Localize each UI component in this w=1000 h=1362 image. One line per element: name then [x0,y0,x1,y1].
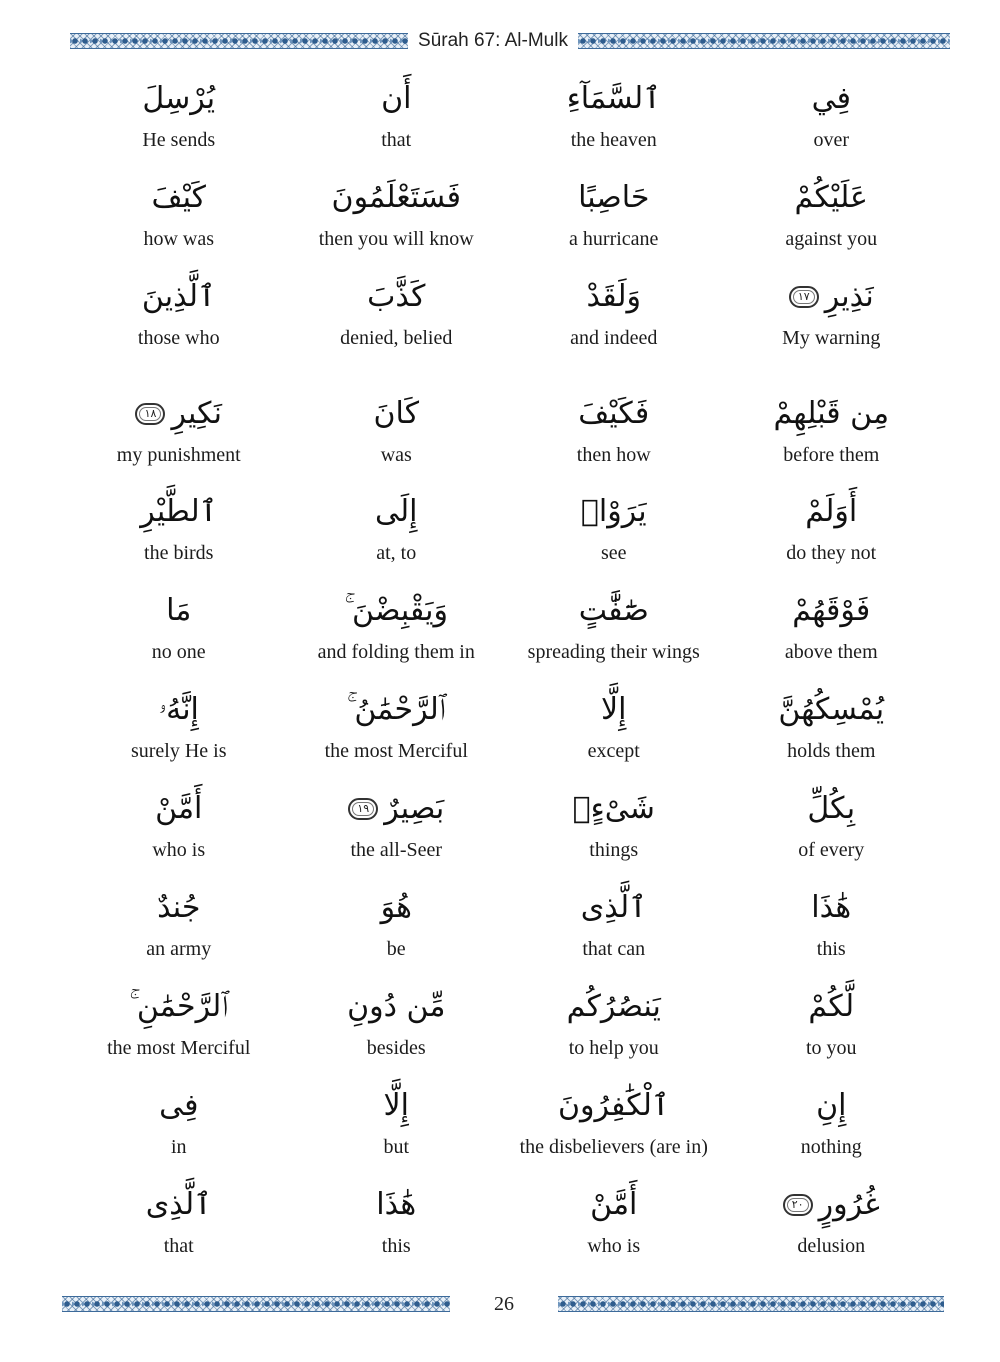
word-cell [723,171,941,270]
arabic-word [345,584,448,638]
verse-number: ٢٠ [791,1198,804,1211]
arabic-text: فَوْقَهُمْ [792,593,871,628]
arabic-word [376,1178,416,1232]
ornamental-border-left [70,33,408,49]
english-translation: do they not [786,542,877,564]
english-translation: this [816,938,846,960]
arabic-text: ٱلَّذِينَ [141,279,216,314]
arabic-word [816,1079,846,1133]
english-translation: my punishment [116,444,241,466]
word-cell [288,171,506,270]
english-translation: at, to [376,542,417,564]
english-translation: of every [798,839,865,861]
arabic-word [805,485,857,539]
arabic-text: ٱلسَّمَآءِ [566,81,661,116]
arabic-text: كَذَّبَ [367,279,426,314]
arabic-text: هَٰذَا [376,1187,417,1222]
arabic-text: فِى [159,1088,199,1123]
word-cell [723,782,941,881]
english-translation: denied, belied [340,327,453,349]
arabic-word [135,387,222,441]
english-translation: My warning [782,327,881,349]
arabic-text: ٱلْكَٰفِرُونَ [557,1088,670,1123]
page-footer [62,1288,944,1320]
arabic-text: حَاصِبًا [578,180,650,215]
word-cell [288,72,506,171]
arabic-text: هَٰذَا [811,890,852,925]
arabic-text: أَوَلَمْ [805,494,858,529]
word-cell [505,270,723,369]
word-cell [288,1178,506,1277]
arabic-text: أَن [381,81,412,116]
english-translation: the all-Seer [350,839,443,861]
word-cell [288,369,506,485]
arabic-word [808,980,854,1034]
word-cell [723,683,941,782]
arabic-word [347,980,445,1034]
arabic-word [789,270,874,324]
english-translation: but [383,1136,410,1158]
arabic-text: إِنِ [816,1088,847,1123]
arabic-word [578,387,649,441]
arabic-text: فِي [811,81,851,116]
arabic-word [367,270,425,324]
english-translation: to you [805,1037,857,1059]
word-cell [70,72,288,171]
ornamental-border-right [558,1296,944,1312]
arabic-text: يَنصُرُكُم [566,989,661,1024]
word-cell [70,683,288,782]
word-cell [288,270,506,369]
english-translation: things [589,839,639,861]
word-cell [70,369,288,485]
word-cell [505,980,723,1079]
english-translation: holds them [787,740,876,762]
english-translation: the heaven [570,129,657,151]
arabic-word [567,980,661,1034]
word-cell [723,1079,941,1178]
verse-number: ١٨ [144,407,157,420]
word-cell [505,881,723,980]
word-cell [505,369,723,485]
arabic-word [778,683,884,737]
arabic-word [381,881,412,935]
word-cell [505,171,723,270]
word-cell [288,980,506,1079]
english-translation: that [163,1235,194,1257]
arabic-text: مِن قَبْلِهِمْ [773,396,890,431]
word-cell [505,584,723,683]
arabic-text: إِلَّا [383,1088,409,1123]
english-translation: besides [366,1037,426,1059]
surah-title: Sūrah 67: Al-Mulk [418,30,568,51]
english-translation: in [170,1136,187,1158]
arabic-text: غُرُورٍ [818,1187,880,1222]
arabic-word [146,1178,212,1232]
arabic-word [375,485,417,539]
verse-number: ١٩ [357,802,370,815]
arabic-word [384,1079,409,1133]
arabic-word [348,782,444,836]
arabic-text: ٱلَّذِى [145,1187,212,1222]
english-translation: before them [783,444,880,466]
arabic-text: فَسَتَعْلَمُونَ [331,180,461,215]
verse-end-marker-icon [789,286,819,308]
arabic-word [152,171,206,225]
arabic-text: نَكِيرِ [171,396,223,431]
english-translation: how was [143,228,215,250]
word-cell [723,1178,941,1277]
ornamental-border-left [62,1296,450,1312]
arabic-word [142,72,215,126]
word-cell [288,782,506,881]
arabic-text: ٱلَّذِى [580,890,647,925]
word-cell [505,683,723,782]
arabic-word [590,1178,637,1232]
page-number: 26 [494,1292,514,1315]
word-cell [70,270,288,369]
word-cell [70,485,288,584]
arabic-text: جُندٌ [157,890,201,925]
english-translation: be [386,938,406,960]
word-cell [70,881,288,980]
english-translation: that [381,129,412,151]
english-translation: an army [146,938,212,960]
arabic-text: فَكَيْفَ [578,396,650,431]
english-translation: was [380,444,412,466]
word-cell [288,1079,506,1178]
arabic-text: إِنَّهُۥ [158,692,199,727]
page-header [70,26,950,56]
english-translation: those who [137,327,220,349]
verse-end-marker-icon [348,798,378,820]
arabic-word [773,387,889,441]
arabic-word [807,782,855,836]
english-translation: then how [576,444,651,466]
english-translation: and folding them in [317,641,475,663]
english-translation: that can [582,938,646,960]
word-cell [723,881,941,980]
arabic-text: أَمَّنْ [590,1187,638,1222]
arabic-text: مِّن دُونِ [347,989,446,1024]
arabic-text: وَيَقْبِضْنَ ۚ [344,593,448,628]
arabic-word [567,72,661,126]
word-cell [723,72,941,171]
english-translation: the most Merciful [107,1037,251,1059]
word-cell [505,782,723,881]
arabic-word [578,171,649,225]
arabic-text: كَيْفَ [151,180,206,215]
verse-number: ١٧ [797,290,810,303]
word-cell [70,1079,288,1178]
word-cell [723,980,941,1079]
word-cell [723,270,941,369]
arabic-text: صَٰٓفَّٰتٍ [578,593,649,628]
arabic-word [157,881,200,935]
arabic-word [332,171,461,225]
arabic-word [558,1079,670,1133]
arabic-word [812,72,851,126]
english-translation: who is [152,839,206,861]
arabic-text: وَلَقَدْ [586,279,642,314]
arabic-word [811,881,851,935]
arabic-word [155,782,202,836]
arabic-text: ٱلرَّحْمَٰنُ ۚ [346,692,446,727]
english-translation: nothing [800,1136,862,1158]
english-translation: spreading their wings [527,641,700,663]
arabic-text: يُمْسِكُهُنَّ [778,692,885,727]
word-cell [505,1178,723,1277]
arabic-word [142,270,216,324]
arabic-word [783,1178,880,1232]
english-translation: against you [785,228,878,250]
arabic-text: إِلَّا [601,692,627,727]
word-cell [288,683,506,782]
english-translation: He sends [142,129,216,151]
arabic-text: أَمَّنْ [155,791,203,826]
english-translation: to help you [568,1037,659,1059]
english-translation: the birds [144,542,214,564]
english-translation: delusion [797,1235,866,1257]
arabic-text: شَىْءٍۭ [572,791,655,826]
english-translation: surely He is [130,740,227,762]
arabic-word [129,980,228,1034]
english-translation: then you will know [318,228,474,250]
ornamental-border-right [578,33,950,49]
arabic-word [573,782,655,836]
word-cell [505,72,723,171]
word-cell [70,980,288,1079]
english-translation: and indeed [570,327,658,349]
arabic-text: نَذِيرِ [824,279,874,314]
arabic-word [795,171,868,225]
english-translation: over [813,129,850,151]
english-translation: no one [151,641,206,663]
verse-end-marker-icon [135,403,165,425]
arabic-text: مَا [166,593,192,628]
english-translation: except [587,740,640,762]
arabic-text: يُرْسِلَ [142,81,216,116]
word-cell [723,584,941,683]
arabic-text: يَرَوْا۟ [580,494,647,529]
arabic-word [381,72,411,126]
arabic-text: كَانَ [373,396,419,431]
arabic-word [159,683,199,737]
english-translation: above them [784,641,878,663]
arabic-word [579,584,649,638]
arabic-word [159,1079,198,1133]
english-translation: who is [587,1235,641,1257]
word-cell [70,584,288,683]
word-cell [723,485,941,584]
word-cell [288,584,506,683]
arabic-word [374,387,419,441]
word-translation-grid [70,72,940,1277]
arabic-text: ٱلطَّيْرِ [140,494,218,529]
word-cell [723,369,941,485]
english-translation: see [600,542,627,564]
verse-end-marker-icon [783,1194,813,1216]
arabic-text: لَّكُمْ [808,989,855,1024]
arabic-word [586,270,641,324]
arabic-text: بَصِيرٌ [384,791,445,826]
english-translation: this [381,1235,411,1257]
arabic-word [581,881,647,935]
arabic-text: عَلَيْكُمْ [794,180,868,215]
arabic-word [166,584,191,638]
arabic-word [140,485,217,539]
arabic-word [581,485,647,539]
english-translation: the disbelievers (are in) [519,1136,708,1158]
word-cell [505,485,723,584]
word-cell [70,782,288,881]
word-cell [70,1178,288,1277]
arabic-text: بِكُلِّ [807,791,856,826]
english-translation: a hurricane [569,228,659,250]
arabic-word [792,584,870,638]
english-translation: the most Merciful [324,740,468,762]
word-cell [505,1079,723,1178]
word-cell [288,485,506,584]
arabic-word [601,683,626,737]
word-cell [70,171,288,270]
arabic-text: هُوَ [380,890,412,925]
arabic-word [347,683,446,737]
arabic-text: ٱلرَّحْمَٰنِ ۚ [129,989,229,1024]
arabic-text: إِلَى [375,494,418,529]
word-cell [288,881,506,980]
